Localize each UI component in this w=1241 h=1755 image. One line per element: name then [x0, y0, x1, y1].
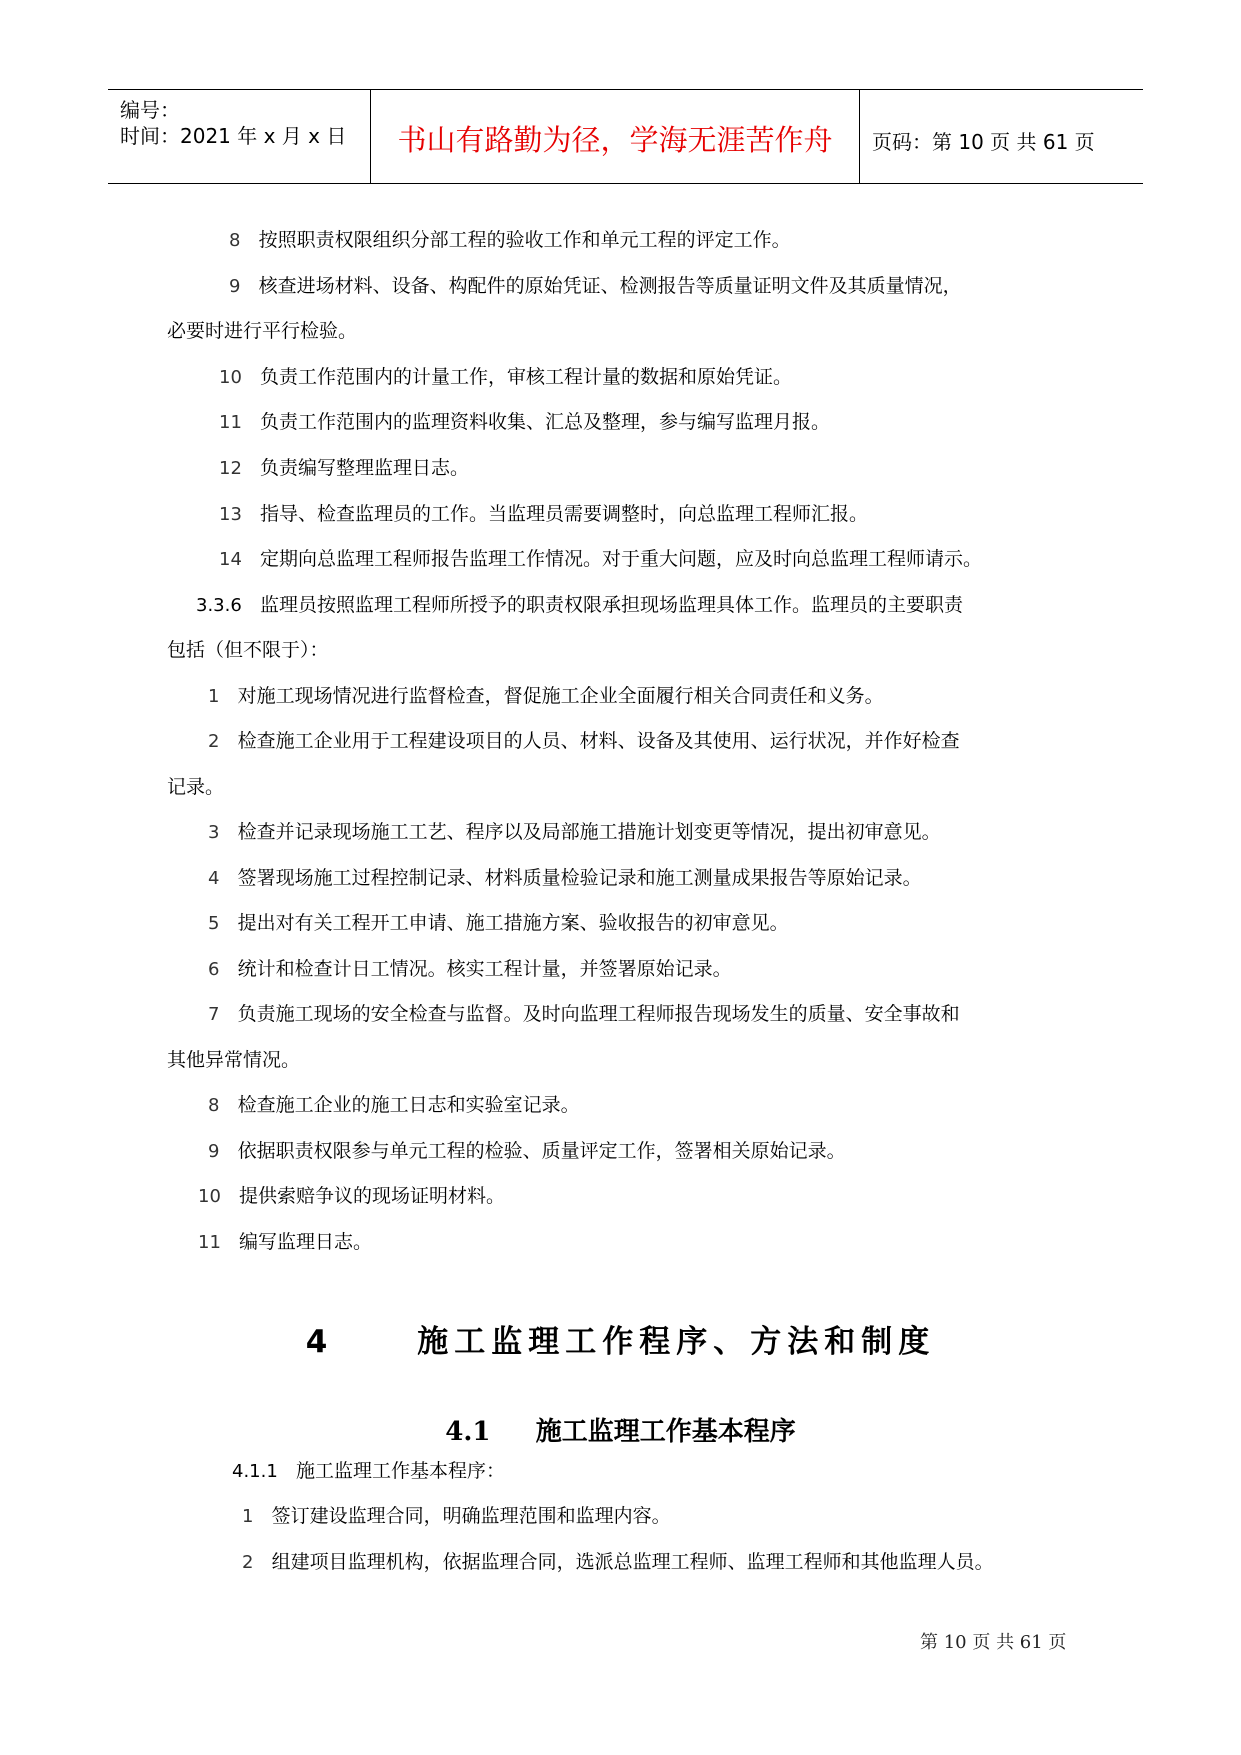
item-text: 编写监理日志。 — [239, 1231, 373, 1253]
header-right-cell — [860, 90, 1143, 183]
item-text: 负责编写整理监理日志。 — [260, 457, 470, 479]
header-left-cell — [108, 90, 371, 183]
page-footer: 第 10 页 共 61 页 — [920, 1632, 1067, 1653]
list-item-continuation — [167, 1046, 300, 1074]
item-text: 负责施工现场的安全检查与监督。及时向监理工程师报告现场发生的质量、安全事故和 — [237, 1003, 960, 1025]
item-text: 按照职责权限组织分部工程的验收工作和单元工程的评定工作。 — [258, 229, 791, 251]
item-text: 统计和检查计日工情况。核实工程计量，并签署原始记录。 — [237, 958, 732, 980]
item-text: 记录。 — [167, 776, 225, 798]
list-item — [208, 955, 732, 984]
list-item — [208, 818, 941, 847]
paragraph-text: 监理员按照监理工程师所授予的职责权限承担现场监理具体工作。监理员的主要职责 — [259, 594, 963, 616]
item-text: 负责工作范围内的监理资料收集、汇总及整理，参与编写监理月报。 — [260, 411, 831, 433]
header-page-info: 页码：第 10 页 共 61 页 — [872, 130, 1095, 154]
section-heading: 4.1 施工监理工作基本程序 — [445, 1417, 796, 1447]
item-number: 6 — [208, 959, 220, 980]
item-text: 对施工现场情况进行监督检查，督促施工企业全面履行相关合同责任和义务。 — [237, 685, 884, 707]
item-number: 11 — [219, 412, 242, 433]
list-item-continuation — [167, 773, 224, 801]
item-text: 其他异常情况。 — [167, 1049, 301, 1071]
item-number: 1 — [208, 686, 220, 707]
item-text: 检查施工企业用于工程建设项目的人员、材料、设备及其使用、运行状况，并作好检查 — [237, 730, 960, 752]
header-middle-cell — [371, 90, 860, 183]
item-text: 核查进场材料、设备、构配件的原始凭证、检测报告等质量证明文件及其质量情况， — [258, 275, 962, 297]
item-number: 9 — [208, 1141, 220, 1162]
item-number: 5 — [208, 913, 220, 934]
item-number: 10 — [219, 367, 242, 388]
list-item — [242, 1502, 671, 1531]
chapter-heading: 4 施工监理工作程序、方法和制度 — [305, 1324, 936, 1360]
list-item — [208, 1137, 846, 1166]
item-text: 必要时进行平行检验。 — [167, 320, 358, 342]
item-text: 提出对有关工程开工申请、施工措施方案、验收报告的初审意见。 — [237, 912, 789, 934]
list-item — [219, 363, 792, 392]
item-number: 11 — [198, 1232, 221, 1253]
list-item — [208, 864, 922, 893]
list-item — [198, 1228, 372, 1257]
section-paragraph — [232, 1457, 505, 1486]
item-text: 依据职责权限参与单元工程的检验、质量评定工作，签署相关原始记录。 — [237, 1140, 846, 1162]
document-date: 时间：2021 年 x 月 x 日 — [120, 124, 347, 148]
page-header — [108, 89, 1143, 184]
list-item — [208, 682, 884, 711]
paragraph-text: 包括（但不限于）： — [167, 639, 329, 661]
section-number: 4.1.1 — [232, 1461, 278, 1482]
paragraph-text: 施工监理工作基本程序： — [295, 1460, 505, 1482]
item-number: 4 — [208, 868, 220, 889]
list-item — [229, 226, 791, 255]
item-text: 检查并记录现场施工工艺、程序以及局部施工措施计划变更等情况，提出初审意见。 — [237, 821, 941, 843]
list-item — [198, 1182, 505, 1211]
item-number: 14 — [219, 549, 242, 570]
item-number: 1 — [242, 1506, 254, 1527]
item-text: 签订建设监理合同，明确监理范围和监理内容。 — [271, 1505, 671, 1527]
paragraph-continuation — [167, 636, 329, 664]
list-item — [219, 500, 868, 529]
section-number: 3.3.6 — [196, 595, 242, 616]
list-item — [208, 1091, 580, 1120]
item-text: 负责工作范围内的计量工作，审核工程计量的数据和原始凭证。 — [260, 366, 793, 388]
item-number: 10 — [198, 1186, 221, 1207]
list-item-continuation — [167, 317, 357, 345]
list-item — [229, 272, 962, 301]
list-item — [219, 545, 982, 574]
item-text: 签署现场施工过程控制记录、材料质量检验记录和施工测量成果报告等原始记录。 — [237, 867, 922, 889]
item-text: 指导、检查监理员的工作。当监理员需要调整时，向总监理工程师汇报。 — [260, 503, 869, 525]
item-number: 7 — [208, 1004, 220, 1025]
item-text: 定期向总监理工程师报告监理工作情况。对于重大问题，应及时向总监理工程师请示。 — [260, 548, 983, 570]
item-number: 12 — [219, 458, 242, 479]
list-item — [208, 727, 960, 756]
item-number: 2 — [208, 731, 220, 752]
item-text: 检查施工企业的施工日志和实验室记录。 — [237, 1094, 580, 1116]
list-item — [219, 454, 469, 483]
document-number-label: 编号： — [120, 98, 180, 122]
list-item — [208, 1000, 960, 1029]
item-number: 8 — [229, 230, 241, 251]
item-text: 提供索赔争议的现场证明材料。 — [239, 1185, 506, 1207]
header-motto: 书山有路勤为径，学海无涯苦作舟 — [397, 123, 833, 157]
item-text: 组建项目监理机构，依据监理合同，选派总监理工程师、监理工程师和其他监理人员。 — [271, 1551, 994, 1573]
list-item — [219, 408, 830, 437]
list-item — [208, 909, 789, 938]
item-number: 13 — [219, 504, 242, 525]
item-number: 3 — [208, 822, 220, 843]
item-number: 9 — [229, 276, 241, 297]
list-item — [242, 1548, 994, 1577]
item-number: 8 — [208, 1095, 220, 1116]
item-number: 2 — [242, 1552, 254, 1573]
section-paragraph — [196, 591, 963, 620]
